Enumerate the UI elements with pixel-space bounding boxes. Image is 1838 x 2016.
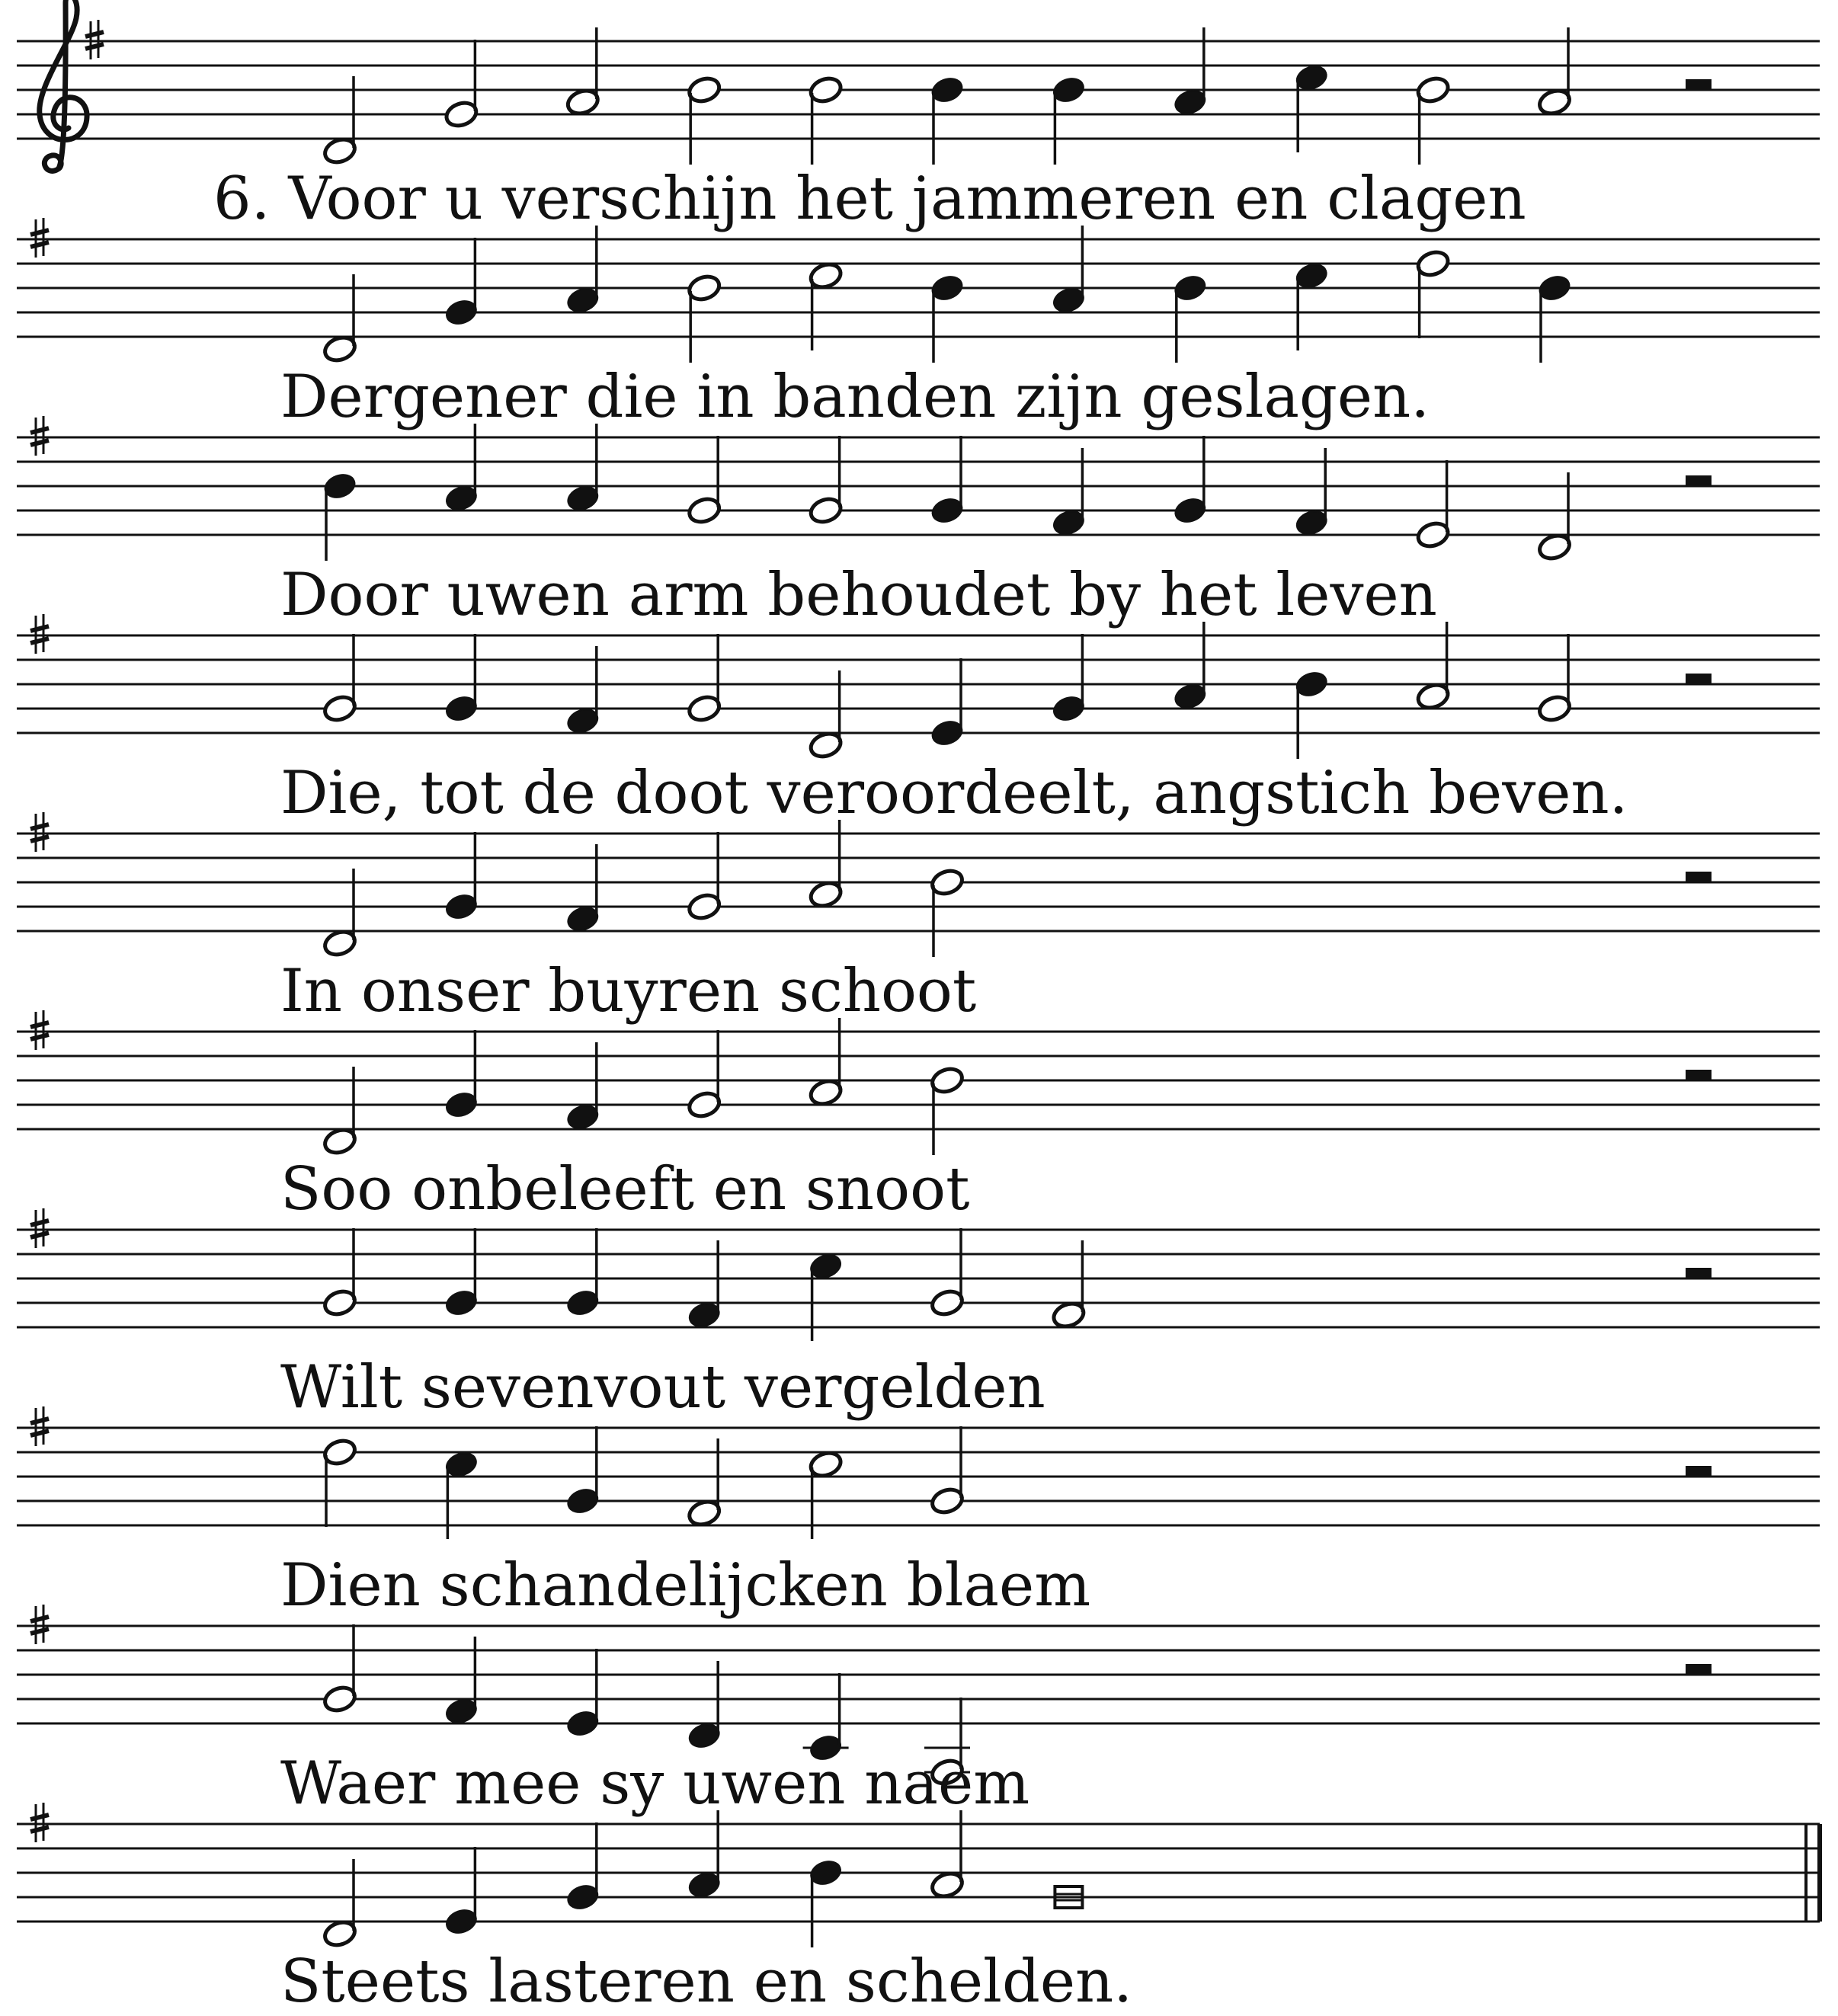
note	[443, 832, 479, 922]
lyric-text: In onser buyren schoot	[280, 957, 977, 1026]
treble-clef-icon	[40, 0, 87, 171]
staff-system	[17, 812, 1820, 958]
lyric-line	[280, 1155, 970, 1224]
half-rest-icon	[1686, 475, 1712, 486]
note	[929, 75, 965, 165]
staff-system	[17, 614, 1820, 760]
note	[687, 634, 722, 724]
note	[929, 273, 965, 363]
lyric-line	[280, 561, 1437, 629]
key-signature-sharp-icon	[30, 218, 49, 258]
key-signature-sharp-icon	[30, 1208, 49, 1248]
note	[1536, 273, 1572, 363]
lyric-line	[280, 1353, 1045, 1422]
note	[1415, 75, 1451, 165]
note	[687, 436, 722, 526]
note	[929, 1065, 965, 1155]
key-signature-sharp-icon	[30, 1406, 49, 1446]
staff-system	[17, 1803, 1820, 1949]
note	[443, 40, 479, 130]
note	[322, 1624, 357, 1714]
note	[929, 867, 965, 957]
note	[808, 1858, 844, 1947]
note	[929, 658, 965, 748]
lyric-text: Door uwen arm behoudet by het leven	[280, 561, 1437, 629]
note	[929, 1426, 965, 1516]
staff-system	[17, 1406, 1820, 1539]
key-signature-sharp-icon	[85, 20, 104, 59]
note	[322, 471, 357, 561]
lyric-line	[280, 957, 977, 1026]
note	[687, 75, 722, 165]
note	[1415, 460, 1451, 550]
note	[1051, 634, 1087, 724]
note	[322, 1437, 357, 1527]
note	[322, 1228, 357, 1318]
note	[443, 634, 479, 724]
note	[565, 1649, 600, 1739]
staff-system	[17, 1010, 1820, 1157]
lyric-line	[280, 1749, 1030, 1818]
staff-system	[17, 218, 1820, 364]
lyric-line	[280, 1551, 1091, 1620]
lyric-text: Waer mee sy uwen naem	[280, 1749, 1030, 1818]
note	[1536, 634, 1572, 724]
note	[1294, 669, 1330, 759]
note	[808, 436, 844, 526]
lyric-text: Dergener die in banden zijn geslagen.	[280, 363, 1430, 431]
staff-system	[17, 0, 1820, 171]
lyric-line	[213, 165, 1526, 233]
lyric-text: Dien schandelijcken blaem	[280, 1551, 1091, 1620]
note	[565, 1426, 600, 1516]
note	[1051, 75, 1087, 165]
note	[929, 1228, 965, 1318]
key-signature-sharp-icon	[30, 416, 49, 456]
half-rest-icon	[1686, 674, 1712, 684]
lyric-line	[280, 1947, 1133, 2016]
key-signature-sharp-icon	[30, 1010, 49, 1050]
half-rest-icon	[1686, 1268, 1712, 1278]
half-rest-icon	[1686, 872, 1712, 882]
half-rest-icon	[1686, 1466, 1712, 1477]
note	[322, 634, 357, 724]
note	[929, 436, 965, 526]
half-rest-icon	[1686, 1070, 1712, 1080]
verse-number: 6.	[213, 165, 271, 233]
note	[1172, 273, 1208, 363]
lyric-line	[280, 363, 1430, 431]
note	[443, 1228, 479, 1318]
note	[565, 1822, 600, 1912]
lyric-text: Wilt sevenvout vergelden	[280, 1353, 1045, 1422]
note	[443, 1847, 479, 1937]
lyric-line	[280, 759, 1628, 827]
key-signature-sharp-icon	[30, 614, 49, 654]
note	[443, 1030, 479, 1120]
lyric-text: Voor u verschijn het jammeren en clagen	[288, 165, 1526, 233]
lyric-text: Steets lasteren en schelden.	[280, 1947, 1133, 2016]
half-rest-icon	[1686, 1664, 1712, 1675]
staff-system	[17, 1208, 1820, 1341]
key-signature-sharp-icon	[30, 812, 49, 852]
note	[1415, 248, 1451, 338]
note	[687, 1030, 722, 1120]
note	[565, 1228, 600, 1318]
note	[1172, 436, 1208, 526]
note	[443, 238, 479, 328]
note	[808, 75, 844, 165]
half-rest-icon	[1686, 79, 1712, 90]
lyric-text: Die, tot de doot veroordeelt, angstich beven.	[280, 759, 1628, 827]
note	[687, 273, 722, 363]
key-signature-sharp-icon	[30, 1605, 49, 1644]
lyric-text: Soo onbeleeft en snoot	[280, 1155, 970, 1224]
key-signature-sharp-icon	[30, 1803, 49, 1842]
note	[687, 832, 722, 922]
staff-system	[17, 416, 1820, 562]
